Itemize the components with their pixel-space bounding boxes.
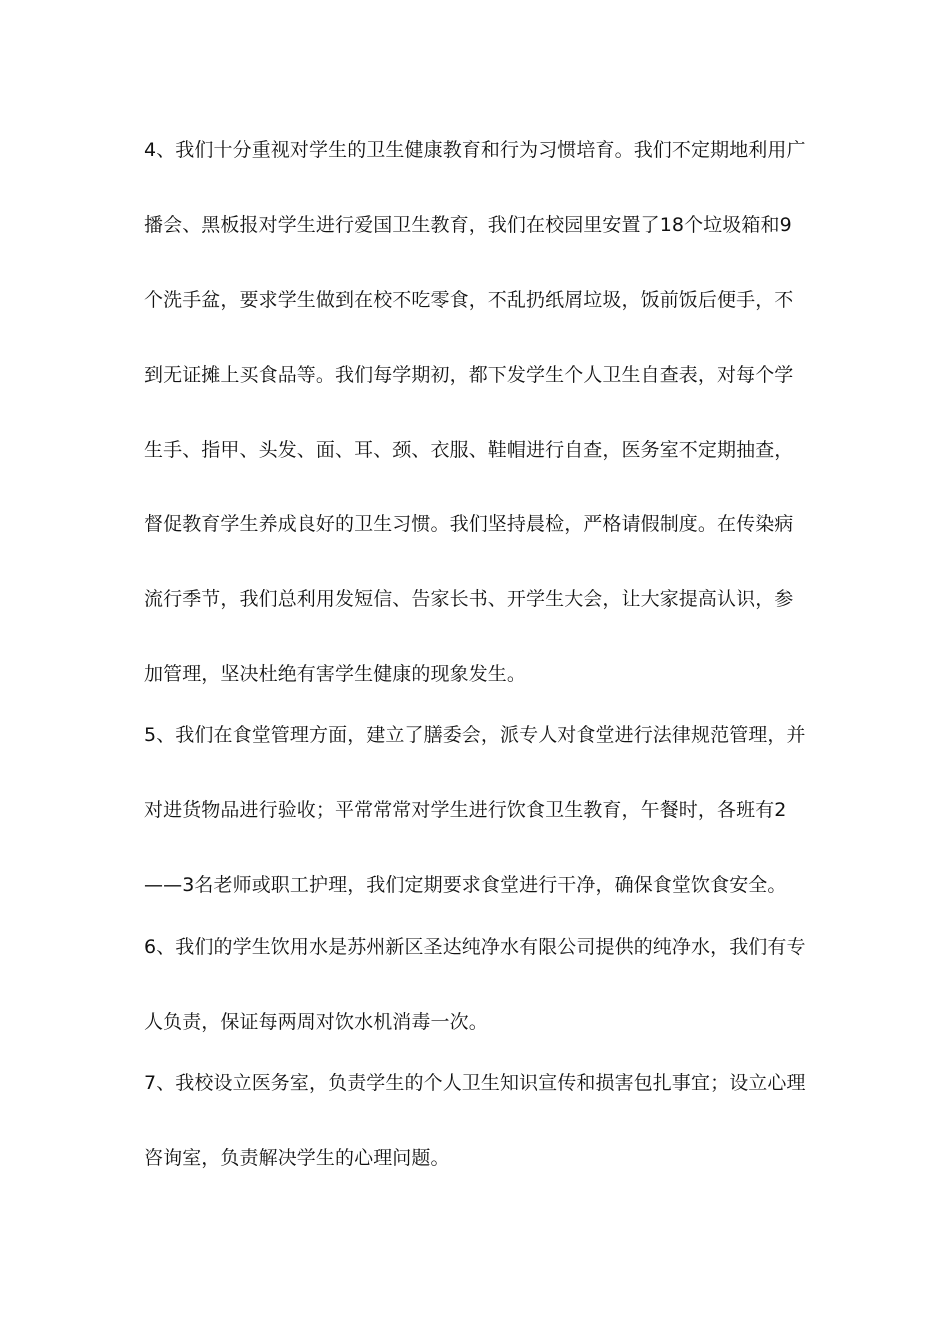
- text-line: 咨询室，负责解决学生的心理问题。: [144, 1147, 450, 1169]
- text-line: 个洗手盆，要求学生做到在校不吃零食，不乱扔纸屑垃圾，饭前饭后便手，不: [144, 289, 794, 311]
- text-line: 6、我们的学生饮用水是苏州新区圣达纯净水有限公司提供的纯净水，我们有专: [144, 936, 806, 958]
- text-line: ——3名老师或职工护理，我们定期要求食堂进行干净，确保食堂饮食安全。: [144, 874, 787, 896]
- text-line: 4、我们十分重视对学生的卫生健康教育和行为习惯培育。我们不定期地利用广: [144, 139, 806, 161]
- text-line: 对进货物品进行验收；平常常常对学生进行饮食卫生教育，午餐时，各班有2: [144, 799, 787, 821]
- text-line: 到无证摊上买食品等。我们每学期初，都下发学生个人卫生自查表，对每个学: [144, 364, 794, 386]
- text-line: 人负责，保证每两周对饮水机消毒一次。: [144, 1011, 488, 1033]
- text-line: 播会、黑板报对学生进行爱国卫生教育，我们在校园里安置了18个垃圾箱和9: [144, 214, 792, 236]
- text-line: 流行季节，我们总利用发短信、告家长书、开学生大会，让大家提高认识，参: [144, 588, 794, 610]
- text-line: 督促教育学生养成良好的卫生习惯。我们坚持晨检，严格请假制度。在传染病: [144, 513, 794, 535]
- text-line: 5、我们在食堂管理方面，建立了膳委会，派专人对食堂进行法律规范管理，并: [144, 724, 806, 746]
- text-line: 生手、指甲、头发、面、耳、颈、衣服、鞋帽进行自查，医务室不定期抽查，: [144, 439, 794, 461]
- text-line: 7、我校设立医务室，负责学生的个人卫生知识宣传和损害包扎事宜；设立心理: [144, 1072, 806, 1094]
- text-line: 加管理，坚决杜绝有害学生健康的现象发生。: [144, 663, 527, 685]
